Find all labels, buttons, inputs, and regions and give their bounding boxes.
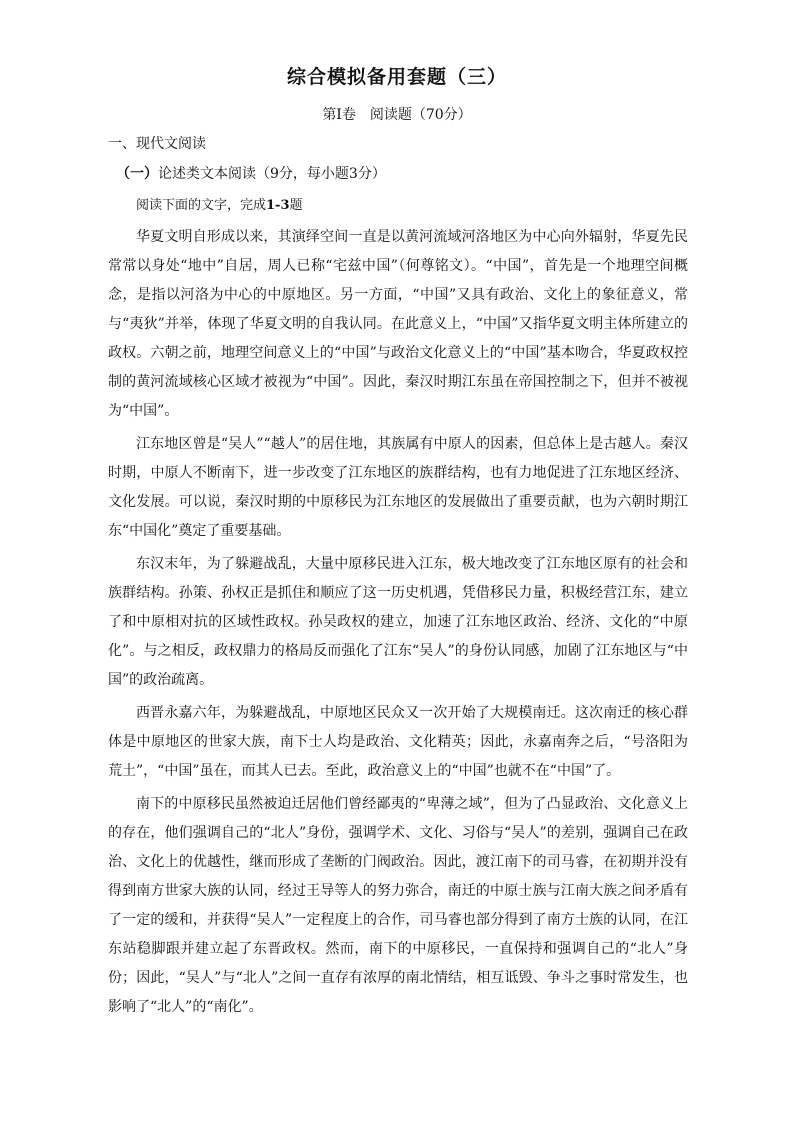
passage-paragraph: 华夏文明自形成以来，其演绎空间一直是以黄河流域河洛地区为中心向外辐射，华夏先民常常以身处“地中”自居，周人已称“宅兹中国”（何尊铭文）。“中国”，首先是一个地理空间概念，是指以河洛为中心的中原地区。另一方面，“中国”又具有政治、文化上的象征意义，常与“夷狄”并举，体现了华夏文明的自我认同。在此意义上，“中国”又指华夏文明主体所建立的政权。六朝之前，地理空间意义上的“中国”与政治文化意义上的“中国”基本吻合，华夏政权控制的黄河流域核心区域才被视为“中国”。因此，秦汉时期江东虽在帝国控制之下，但并不被视为“中国”。 — [108, 229, 688, 419]
document-title: 综合模拟备用套题（三） — [286, 66, 507, 88]
passage-paragraph: 东汉末年，为了躲避战乱，大量中原移民进入江东，极大地改变了江东地区原有的社会和族群结构。孙策、孙权正是抓住和顺应了这一历史机遇，凭借移民力量，积极经营江东，建立了和中原相对抗的区域性政权。孙吴政权的建立，加速了江东地区政治、经济、文化的“中原化”。与之相反，政权鼎力的格局反而强化了江东“吴人”的身份认同感，加剧了江东地区与“中国”的政治疏离。 — [108, 556, 688, 688]
passage-paragraph: 南下的中原移民虽然被迫迁居他们曾经鄙夷的“卑薄之域”，但为了凸显政治、文化意义上的存在，他们强调自己的“北人”身份，强调学术、文化、习俗与“吴人”的差别，强调自己在政治、文化上的优越性，继而形成了垄断的门阀政治。因此，渡江南下的司马睿，在初期并没有得到南方世家大族的认同，经过王导等人的努力弥合，南迁的中原士族与江南大族之间矛盾有了一定的缓和，并获得“吴人”一定程度上的合作，司马睿也部分得到了南方士族的认同，在江东站稳脚跟并建立起了东晋政权。然而，南下的中原移民，一直保持和强调自己的“北人”身份；因此，“吴人”与“北人”之间一直存有浓厚的南北情结，相互诋毁、争斗之事时常发生，也影响了“北人”的“南化”。 — [108, 796, 688, 1015]
passage-paragraph: 江东地区曾是“吴人”“越人”的居住地，其族属有中原人的因素，但总体上是古越人。秦汉时期，中原人不断南下，进一步改变了江东地区的族群结构，也有力地促进了江东地区经济、文化发展。可以说，秦汉时期的中原移民为江东地区的发展做出了重要贡献，也为六朝时期江东“中国化”奠定了重要基础。 — [108, 436, 688, 539]
subsection-label: （一） — [116, 166, 158, 182]
passage-paragraph: 西晋永嘉六年，为躲避战乱，中原地区民众又一次开始了大规模南迁。这次南迁的核心群体是中原地区的世家大族，南下士人均是政治、文化精英；因此，永嘉南奔之后，“号洛阳为荒土”，“中国”虽在，而其人已去。至此，政治意义上的“中国”也就不在“中国”了。 — [108, 705, 688, 779]
reading-passage — [108, 223, 688, 1026]
instruction-suffix: 题 — [289, 198, 303, 213]
instruction-prefix: 阅读下面的文字，完成 — [136, 198, 267, 213]
instruction-range: 1-3 — [266, 198, 290, 213]
instruction — [136, 196, 303, 216]
document-subtitle: 第Ⅰ卷 阅读题（70分） — [322, 107, 472, 123]
subsection-text: 论述类文本阅读（9分，每小题3分） — [158, 166, 386, 182]
section-heading: 一、现代文阅读 — [108, 136, 206, 152]
subsection-heading — [116, 164, 386, 184]
